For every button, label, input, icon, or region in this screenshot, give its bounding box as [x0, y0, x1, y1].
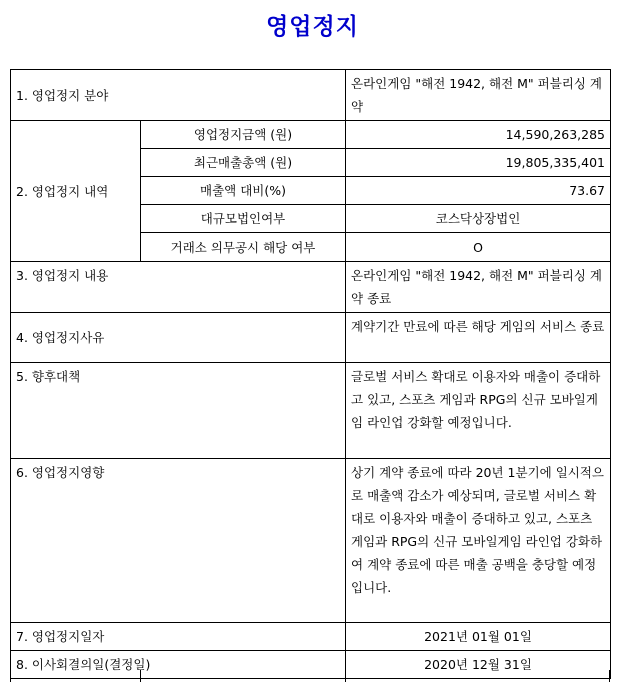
row-business-area — [11, 70, 611, 121]
value-suspension-reason: 계약기간 만료에 따른 해당 게임의 서비스 종료 — [346, 313, 611, 363]
label-suspension-date: 7. 영업정지일자 — [11, 623, 346, 651]
label-suspension-amount: 영업정지금액 (원) — [141, 121, 346, 149]
row-future-plan — [11, 363, 611, 459]
value-board-resolution-date: 2020년 12월 31일 — [346, 651, 611, 679]
value-large-corp: 코스닥상장법인 — [346, 205, 611, 233]
column-divider — [345, 670, 346, 682]
value-suspension-date: 2021년 01월 01일 — [346, 623, 611, 651]
row-suspension-date — [11, 623, 611, 651]
label-suspension-content: 3. 영업정지 내용 — [11, 262, 346, 313]
disclosure-table — [10, 69, 611, 679]
table-continuation — [10, 670, 610, 682]
row-suspension-content — [11, 262, 611, 313]
value-suspension-impact: 상기 계약 종료에 따라 20년 1분기에 일시적으로 매출액 감소가 예상되며, 글로벌 서비스 확대로 이용자와 매출이 증대하고 있고, 스포츠 게임과 RPG의 신규 모바일게임 라인업 강화하여 계약 종료에 따른 매출 공백을 충당할 예정입니다. — [346, 459, 611, 623]
label-sales-ratio: 매출액 대비(%) — [141, 177, 346, 205]
row-suspension-amount — [11, 121, 611, 149]
label-large-corp: 대규모법인여부 — [141, 205, 346, 233]
label-suspension-impact: 6. 영업정지영향 — [11, 459, 346, 623]
value-future-plan: 글로벌 서비스 확대로 이용자와 매출이 증대하고 있고, 스포츠 게임과 RPG의 신규 모바일게임 라인업 강화할 예정입니다. — [346, 363, 611, 459]
label-exchange-disclosure: 거래소 의무공시 해당 여부 — [141, 233, 346, 262]
value-exchange-disclosure: O — [346, 233, 611, 262]
value-recent-sales: 19,805,335,401 — [346, 149, 611, 177]
label-suspension-reason: 4. 영업정지사유 — [11, 313, 346, 363]
label-business-area: 1. 영업정지 분야 — [11, 70, 346, 121]
label-future-plan: 5. 향후대책 — [11, 363, 346, 459]
label-recent-sales: 최근매출총액 (원) — [141, 149, 346, 177]
value-sales-ratio: 73.67 — [346, 177, 611, 205]
value-suspension-content: 온라인게임 "해전 1942, 해전 M" 퍼블리싱 계약 종료 — [346, 262, 611, 313]
value-suspension-amount: 14,590,263,285 — [346, 121, 611, 149]
column-divider — [140, 670, 141, 682]
value-business-area: 온라인게임 "해전 1942, 해전 M" 퍼블리싱 계약 — [346, 70, 611, 121]
page-title: 영업정지 — [266, 13, 359, 40]
row-suspension-impact — [11, 459, 611, 623]
label-board-resolution-date: 8. 이사회결의일(결정일) — [11, 651, 346, 679]
row-suspension-reason — [11, 313, 611, 363]
label-suspension-details: 2. 영업정지 내역 — [11, 121, 141, 262]
